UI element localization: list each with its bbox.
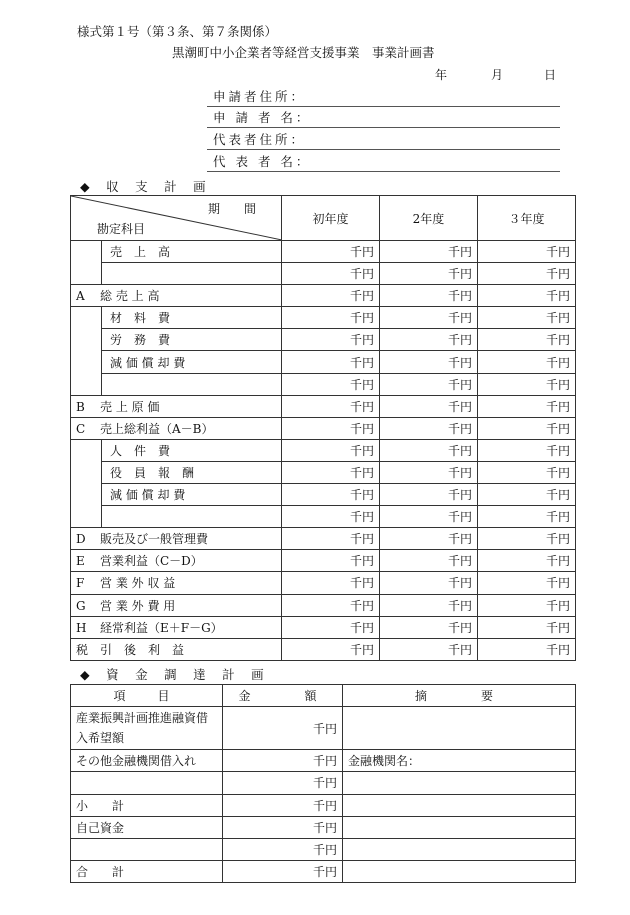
amount-cell-year-3[interactable]: 千円 — [478, 572, 576, 594]
amount-cell-year-2[interactable]: 千円 — [380, 395, 478, 417]
account-item-label: 材 料 費 — [102, 307, 282, 329]
amount-cell-year-1[interactable]: 千円 — [282, 594, 380, 616]
amount-cell-year-1[interactable]: 千円 — [282, 417, 380, 439]
account-label-text: 売上総利益（A－B） — [100, 421, 214, 436]
income-plan-title: ◆ 収 支 計 画 — [80, 179, 208, 194]
account-item-label: 労 務 費 — [102, 329, 282, 351]
amount-cell-year-3[interactable]: 千円 — [478, 616, 576, 638]
income-row — [71, 638, 576, 660]
form-number: 様式第１号（第３条、第７条関係） — [77, 24, 278, 39]
income-row — [71, 373, 576, 395]
funding-amount[interactable]: 千円 — [223, 816, 343, 838]
income-plan-table — [70, 195, 576, 661]
account-item-label: 役 員 報 酬 — [102, 461, 282, 483]
account-label-text: 営 業 外 費 用 — [100, 598, 176, 613]
date-day-label: 日 — [544, 68, 557, 82]
amount-cell-year-3[interactable]: 千円 — [478, 638, 576, 660]
amount-cell-year-3[interactable]: 千円 — [478, 528, 576, 550]
amount-cell-year-3[interactable]: 千円 — [478, 373, 576, 395]
amount-cell-year-2[interactable]: 千円 — [380, 439, 478, 461]
funding-item: 小 計 — [71, 794, 223, 816]
amount-cell-year-1[interactable]: 千円 — [282, 329, 380, 351]
amount-cell-year-3[interactable]: 千円 — [478, 241, 576, 263]
amount-cell-year-3[interactable]: 千円 — [478, 307, 576, 329]
amount-cell-year-1[interactable]: 千円 — [282, 285, 380, 307]
account-total-label — [71, 550, 282, 572]
funding-header-amount: 金 額 — [223, 685, 343, 707]
period-label: 期 間 — [208, 202, 257, 216]
account-prefix: H — [76, 620, 87, 635]
account-prefix: A — [76, 289, 85, 304]
account-item-label — [102, 506, 282, 528]
period-account-header — [71, 196, 282, 241]
funding-item — [71, 772, 223, 794]
funding-note[interactable] — [343, 861, 576, 883]
amount-cell-year-1[interactable]: 千円 — [282, 638, 380, 660]
funding-row — [71, 838, 576, 860]
document-title: 黒潮町中小企業者等経営支援事業 事業計画書 — [172, 45, 435, 60]
funding-row — [71, 750, 576, 772]
income-row — [71, 616, 576, 638]
account-prefix: C — [76, 421, 86, 436]
funding-plan-title: ◆ 資 金 調 達 計 画 — [80, 667, 266, 682]
funding-amount[interactable]: 千円 — [223, 707, 343, 750]
amount-cell-year-2[interactable]: 千円 — [380, 506, 478, 528]
account-label: 勘定科目 — [97, 222, 146, 236]
amount-cell-year-2[interactable]: 千円 — [380, 461, 478, 483]
amount-cell-year-2[interactable]: 千円 — [380, 241, 478, 263]
funding-item — [71, 838, 223, 860]
account-total-label — [71, 417, 282, 439]
account-item-label: 減 価 償 却 費 — [102, 484, 282, 506]
amount-cell-year-1[interactable]: 千円 — [282, 439, 380, 461]
account-label-text: 税 引 後 利 益 — [76, 642, 185, 657]
funding-amount[interactable]: 千円 — [223, 772, 343, 794]
account-prefix: D — [76, 532, 86, 547]
account-total-label — [71, 594, 282, 616]
amount-cell-year-3[interactable]: 千円 — [478, 439, 576, 461]
amount-cell-year-2[interactable]: 千円 — [380, 616, 478, 638]
amount-cell-year-3[interactable]: 千円 — [478, 484, 576, 506]
representative-address-field[interactable] — [207, 128, 560, 150]
amount-cell-year-3[interactable]: 千円 — [478, 285, 576, 307]
funding-item: その他金融機関借入れ — [71, 750, 223, 772]
amount-cell-year-3[interactable]: 千円 — [478, 263, 576, 285]
amount-cell-year-2[interactable]: 千円 — [380, 484, 478, 506]
amount-cell-year-1[interactable]: 千円 — [282, 550, 380, 572]
year-header-2: 2年度 — [380, 196, 478, 241]
amount-cell-year-1[interactable]: 千円 — [282, 616, 380, 638]
amount-cell-year-1[interactable]: 千円 — [282, 395, 380, 417]
amount-cell-year-3[interactable]: 千円 — [478, 550, 576, 572]
account-label-text: 販売及び一般管理費 — [100, 532, 209, 547]
amount-cell-year-2[interactable]: 千円 — [380, 263, 478, 285]
funding-header-item: 項 目 — [71, 685, 223, 707]
account-total-label — [71, 616, 282, 638]
account-prefix: G — [76, 598, 86, 613]
amount-cell-year-3[interactable]: 千円 — [478, 506, 576, 528]
amount-cell-year-1[interactable]: 千円 — [282, 351, 380, 373]
account-item-label — [102, 263, 282, 285]
representative-name-label: 代 表 者 名： — [213, 154, 312, 169]
amount-cell-year-1[interactable]: 千円 — [282, 528, 380, 550]
funding-row — [71, 861, 576, 883]
amount-cell-year-2[interactable]: 千円 — [380, 307, 478, 329]
group-spacer-cell — [71, 439, 102, 527]
applicant-address-field[interactable] — [207, 85, 560, 107]
funding-header-note: 摘 要 — [343, 685, 576, 707]
account-label-text: 経常利益（E＋F－G） — [100, 620, 223, 635]
funding-note[interactable] — [343, 794, 576, 816]
account-item-label — [102, 373, 282, 395]
account-total-label — [71, 285, 282, 307]
funding-row — [71, 772, 576, 794]
account-item-label: 売 上 高 — [102, 241, 282, 263]
account-label-text: 総 売 上 高 — [100, 289, 160, 304]
group-spacer-cell — [71, 307, 102, 395]
funding-amount[interactable]: 千円 — [223, 750, 343, 772]
income-row — [71, 461, 576, 483]
funding-plan-table — [70, 684, 576, 883]
date-year-label: 年 — [435, 68, 448, 82]
income-row — [71, 307, 576, 329]
funding-note[interactable]: 金融機関名： — [343, 750, 576, 772]
funding-amount[interactable]: 千円 — [223, 861, 343, 883]
income-row — [71, 550, 576, 572]
amount-cell-year-1[interactable]: 千円 — [282, 506, 380, 528]
funding-item: 自己資金 — [71, 816, 223, 838]
amount-cell-year-1[interactable]: 千円 — [282, 307, 380, 329]
year-header-3: ３年度 — [478, 196, 576, 241]
amount-cell-year-1[interactable]: 千円 — [282, 484, 380, 506]
funding-item: 産業振興計画推進融資借入希望額 — [71, 707, 223, 750]
representative-address-label: 代表者住所： — [213, 132, 307, 147]
income-row — [71, 241, 576, 263]
funding-amount[interactable]: 千円 — [223, 794, 343, 816]
amount-cell-year-2[interactable]: 千円 — [380, 373, 478, 395]
group-spacer-cell — [71, 241, 102, 285]
account-total-label — [71, 638, 282, 660]
funding-note[interactable] — [343, 816, 576, 838]
amount-cell-year-3[interactable]: 千円 — [478, 417, 576, 439]
funding-item: 合 計 — [71, 861, 223, 883]
amount-cell-year-2[interactable]: 千円 — [380, 594, 478, 616]
account-total-label — [71, 528, 282, 550]
income-row — [71, 484, 576, 506]
amount-cell-year-2[interactable]: 千円 — [380, 528, 478, 550]
amount-cell-year-3[interactable]: 千円 — [478, 594, 576, 616]
account-label-text: 売 上 原 価 — [100, 399, 160, 414]
account-item-label: 減 価 償 却 費 — [102, 351, 282, 373]
account-prefix: F — [76, 576, 85, 591]
account-total-label — [71, 572, 282, 594]
income-row — [71, 506, 576, 528]
year-header-1: 初年度 — [282, 196, 380, 241]
account-label-text: 営業利益（C－D） — [100, 554, 203, 569]
amount-cell-year-1[interactable]: 千円 — [282, 241, 380, 263]
income-row — [71, 528, 576, 550]
amount-cell-year-2[interactable]: 千円 — [380, 285, 478, 307]
funding-note[interactable] — [343, 838, 576, 860]
account-prefix: B — [76, 399, 85, 414]
account-label-text: 営 業 外 収 益 — [100, 576, 176, 591]
amount-cell-year-2[interactable]: 千円 — [380, 351, 478, 373]
representative-name-field[interactable] — [207, 150, 560, 172]
amount-cell-year-2[interactable]: 千円 — [380, 572, 478, 594]
applicant-address-label: 申請者住所： — [213, 89, 307, 104]
amount-cell-year-1[interactable]: 千円 — [282, 373, 380, 395]
account-total-label — [71, 395, 282, 417]
income-row — [71, 329, 576, 351]
amount-cell-year-2[interactable]: 千円 — [380, 638, 478, 660]
income-row — [71, 417, 576, 439]
funding-note[interactable] — [343, 707, 576, 750]
funding-row — [71, 816, 576, 838]
account-prefix: E — [76, 554, 85, 569]
amount-cell-year-1[interactable]: 千円 — [282, 572, 380, 594]
amount-cell-year-3[interactable]: 千円 — [478, 461, 576, 483]
amount-cell-year-3[interactable]: 千円 — [478, 329, 576, 351]
amount-cell-year-2[interactable]: 千円 — [380, 417, 478, 439]
income-row — [71, 439, 576, 461]
date-month-label: 月 — [491, 68, 504, 82]
income-row — [71, 285, 576, 307]
account-item-label: 人 件 費 — [102, 439, 282, 461]
income-row — [71, 351, 576, 373]
amount-cell-year-1[interactable]: 千円 — [282, 263, 380, 285]
amount-cell-year-2[interactable]: 千円 — [380, 550, 478, 572]
income-row — [71, 395, 576, 417]
income-row — [71, 263, 576, 285]
income-row — [71, 572, 576, 594]
amount-cell-year-1[interactable]: 千円 — [282, 461, 380, 483]
funding-note[interactable] — [343, 772, 576, 794]
funding-amount[interactable]: 千円 — [223, 838, 343, 860]
amount-cell-year-3[interactable]: 千円 — [478, 351, 576, 373]
income-row — [71, 594, 576, 616]
funding-row — [71, 707, 576, 750]
amount-cell-year-2[interactable]: 千円 — [380, 329, 478, 351]
applicant-name-field[interactable] — [207, 106, 560, 128]
applicant-name-label: 申 請 者 名： — [213, 110, 312, 125]
amount-cell-year-3[interactable]: 千円 — [478, 395, 576, 417]
funding-row — [71, 794, 576, 816]
